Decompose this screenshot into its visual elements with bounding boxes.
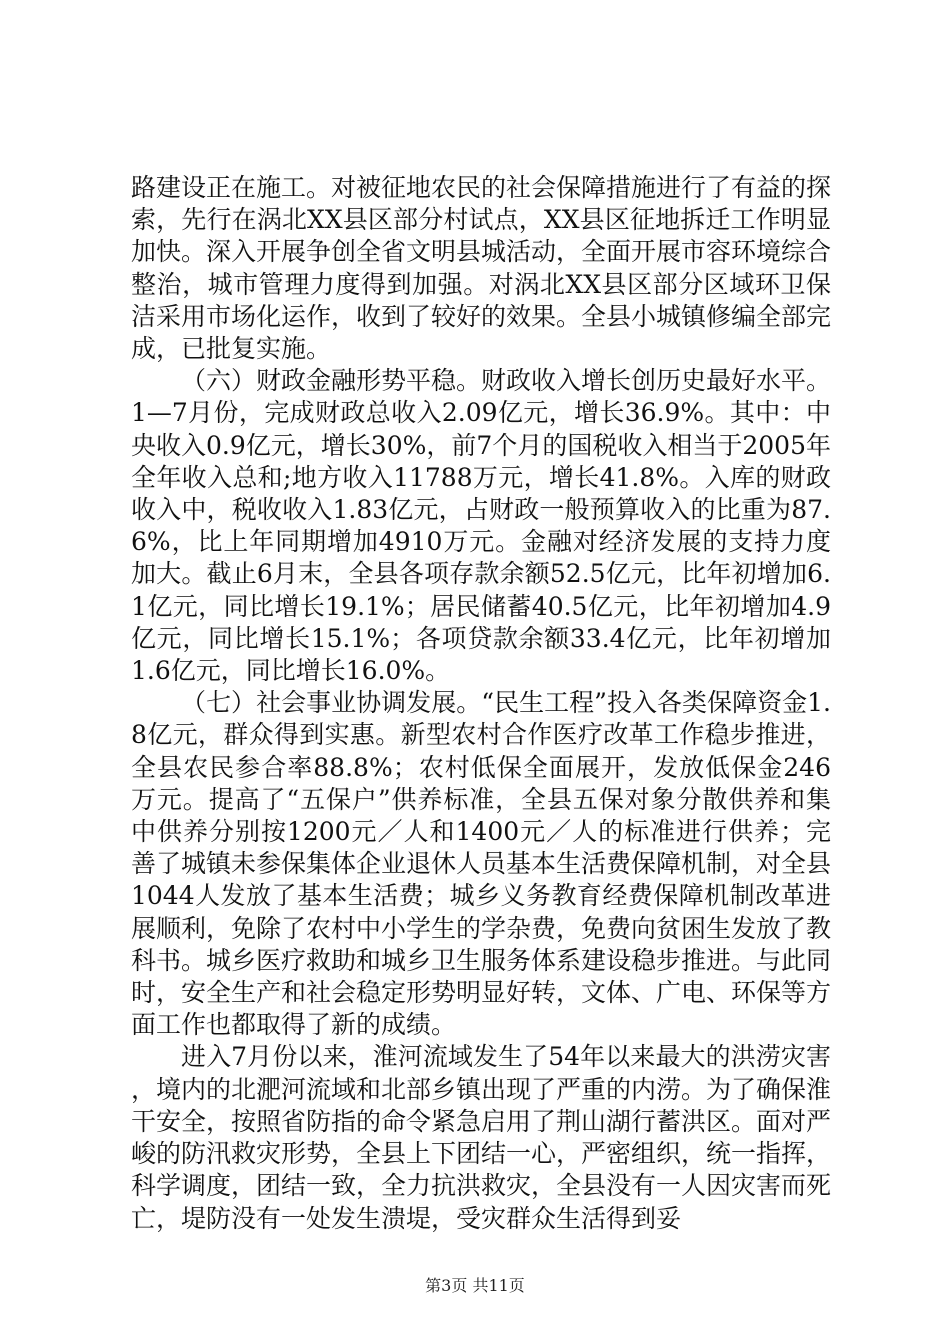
paragraph-social-affairs: （七）社会事业协调发展。“民生工程”投入各类保障资金1.8亿元，群众得到实惠。新型农村合作医疗改革工作稳步推进，全县农民参合率88.8%；农村低保全面展开，发放低保金246万元。提高了“五保户”供养标准，全县五保对象分散供养和集中供养分别按1200元／人和1400元／人的标准进行供养；完善了城镇未参保集体企业退休人员基本生活费保障机制，对全县1044人发放了基本生活费；城乡义务教育经费保障机制改革进展顺利，免除了农村中小学生的学杂费，免费向贫困生发放了教科书。城乡医疗救助和城乡卫生服务体系建设稳步推进。与此同时，安全生产和社会稳定形势明显好转，文体、广电、环保等方面工作也都取得了新的成绩。: [131, 688, 832, 1040]
document-body: [131, 172, 831, 1235]
page-number-footer: 第3页 共11页: [425, 1276, 525, 1295]
paragraph-urban-construction: 路建设正在施工。对被征地农民的社会保障措施进行了有益的探索，先行在涡北XX县区部分村试点，XX县区征地拆迁工作明显加快。深入开展争创全省文明县城活动，全面开展市容环境综合整治，城市管理力度得到加强。对涡北XX县区部分区域环卫保洁采用市场化运作，收到了较好的效果。全县小城镇修编全部完成，已批复实施。: [131, 173, 832, 364]
paragraph-finance: （六）财政金融形势平稳。财政收入增长创历史最好水平。1—7月份，完成财政总收入2.09亿元，增长36.9%。其中：中央收入0.9亿元，增长30%，前7个月的国税收入相当于2005年全年收入总和;地方收入11788万元，增长41.8%。入库的财政收入中，税收收入1.83亿元，占财政一般预算收入的比重为87.6%，比上年同期增加4910万元。金融对经济发展的支持力度加大。截止6月末，全县各项存款余额52.5亿元，比年初增加6.1亿元，同比增长19.1%；居民储蓄40.5亿元，比年初增加4.9亿元，同比增长15.1%；各项贷款余额33.4亿元，比年初增加1.6亿元，同比增长16.0%。: [131, 366, 832, 686]
paragraph-flood-relief: 进入7月份以来，淮河流域发生了54年以来最大的洪涝灾害，境内的北淝河流域和北部乡镇出现了严重的内涝。为了确保淮干安全，按照省防指的命令紧急启用了荆山湖行蓄洪区。面对严峻的防汛救灾形势，全县上下团结一心，严密组织，统一指挥，科学调度，团结一致，全力抗洪救灾，全县没有一人因灾害而死亡，堤防没有一处发生溃堤，受灾群众生活得到妥: [131, 1042, 832, 1233]
